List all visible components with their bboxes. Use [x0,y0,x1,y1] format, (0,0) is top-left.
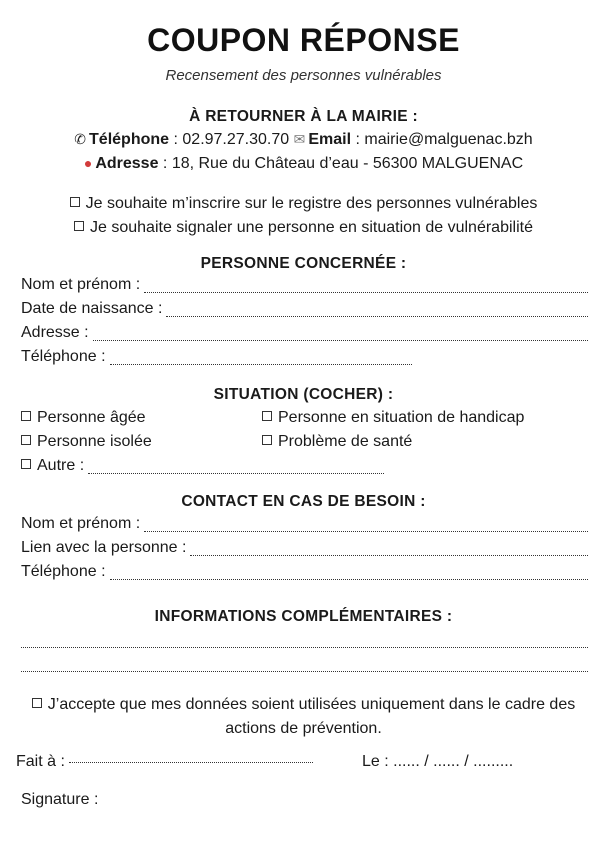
contact-line: ✆ Téléphone : 02.97.27.30.70 ✉ Email : mairie@malguenac.bzh [74,131,533,148]
info-line-2[interactable] [21,670,588,672]
consent-paragraph[interactable] [20,693,587,741]
checkbox-health[interactable] [262,435,272,445]
contact-phone-label: Téléphone : [21,563,106,580]
phone-value[interactable]: 02.97.27.30.70 [182,131,290,148]
checkbox-report[interactable] [74,221,84,231]
phone-label: Téléphone [89,131,170,148]
envelope-icon: ✉ [293,131,306,147]
person-address-label: Adresse : [21,324,89,341]
date-field[interactable] [362,753,513,771]
address-line: ● Adresse : 18, Rue du Château d’eau - 56300 MALGUENAC [83,155,524,172]
checkbox-other[interactable] [21,459,31,469]
checkbox-elderly[interactable] [21,411,31,421]
contact-name-label: Nom et prénom : [21,515,141,532]
choice-register-label: Je souhaite m’inscrire sur le registre des personnes vulnérables [85,195,538,212]
checkbox-handicap[interactable] [262,411,272,421]
person-heading: PERSONNE CONCERNÉE : [200,255,407,272]
person-name-field[interactable] [21,276,588,298]
situation-handicap-label: Personne en situation de handicap [278,409,525,426]
situation-heading: SITUATION (COCHER) : [213,386,394,403]
place-field[interactable] [16,753,313,771]
choice-report[interactable] [0,219,607,237]
situation-elderly-label: Personne âgée [37,409,146,426]
email-value[interactable]: mairie@malguenac.bzh [364,131,533,148]
person-phone-field[interactable] [21,348,412,370]
signature-label[interactable]: Signature : [21,791,99,808]
contact-relation-label: Lien avec la personne : [21,539,187,556]
situation-isolated-label: Personne isolée [37,433,152,450]
info-line-1[interactable] [21,646,588,648]
contact-relation-field[interactable] [21,539,588,561]
consent-text: J’accepte que mes données soient utilisées uniquement dans le cadre des actions de prévention. [47,696,576,737]
person-address-field[interactable] [21,324,588,346]
contact-heading: CONTACT EN CAS DE BESOIN : [181,493,426,510]
situation-health-label: Problème de santé [278,433,413,450]
person-phone-label: Téléphone : [21,348,106,365]
situation-elderly[interactable] [21,409,146,427]
pin-icon: ● [83,155,93,171]
date-label: Le : [362,753,389,770]
page-title: COUPON RÉPONSE [147,22,460,58]
checkbox-isolated[interactable] [21,435,31,445]
person-birth-field[interactable] [21,300,588,322]
situation-handicap[interactable] [262,409,524,427]
page-subtitle: Recensement des personnes vulnérables [165,67,442,84]
contact-phone-field[interactable] [21,563,588,585]
address-label: Adresse [95,155,159,172]
checkbox-consent[interactable] [32,698,42,708]
choice-report-label: Je souhaite signaler une personne en situation de vulnérabilité [90,219,533,236]
situation-isolated[interactable] [21,433,152,451]
return-heading: À RETOURNER À LA MAIRIE : [189,108,418,125]
email-label: Email [308,131,352,148]
info-heading: INFORMATIONS COMPLÉMENTAIRES : [154,608,453,625]
place-label: Fait à : [16,753,65,770]
person-name-label: Nom et prénom : [21,276,141,293]
situation-other-label: Autre : [21,457,84,475]
checkbox-register[interactable] [70,197,80,207]
situation-health[interactable] [262,433,412,451]
person-birth-label: Date de naissance : [21,300,163,317]
situation-other-field[interactable] [21,457,384,479]
phone-icon: ✆ [74,131,87,147]
contact-name-field[interactable] [21,515,588,537]
choice-register[interactable] [0,195,607,213]
address-value: 18, Rue du Château d’eau - 56300 MALGUENAC [171,155,524,172]
date-placeholder: ...... / ...... / ......... [393,753,514,770]
